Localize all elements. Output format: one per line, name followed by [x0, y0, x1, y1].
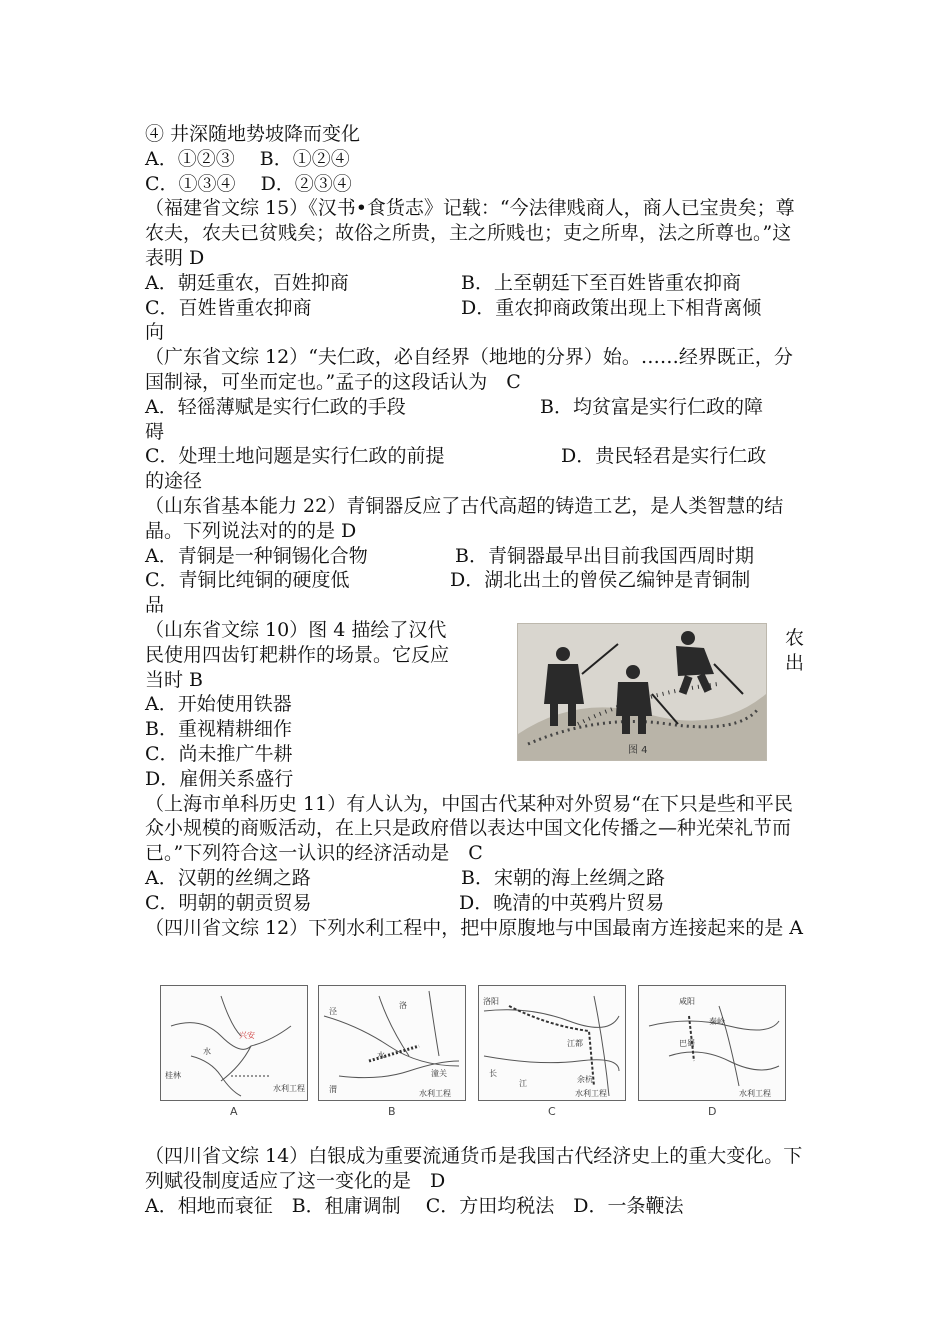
question-sichuan-12: （四川省文综 12）下列水利工程中，把中原腹地与中国最南方连接起来的是 A: [145, 916, 803, 939]
map-c-label: C: [548, 1105, 556, 1118]
map-d-rivers: [639, 986, 785, 1100]
options-row: [145, 444, 805, 469]
map-a: [160, 985, 308, 1101]
option-a: A．朝廷重农，百姓抑商: [145, 271, 349, 294]
option-c: C．青铜比纯铜的硬度低: [145, 569, 350, 592]
option-b: B．重视精耕细作: [145, 718, 292, 741]
map-label: 兴安: [239, 1031, 255, 1040]
question-shandong-wenzong: 民使用四齿钉耙耕作的场景。它反应: [145, 643, 450, 666]
map-label: 咸阳: [679, 997, 695, 1006]
option-b-continued: 碍: [145, 420, 165, 443]
map-b: [318, 985, 466, 1101]
map-label: 江: [519, 1079, 527, 1088]
map-label: 桂林: [165, 1071, 181, 1080]
map-label: 巴蜀: [679, 1039, 695, 1048]
map-label: 洛阳: [483, 997, 499, 1006]
map-label: 长: [489, 1069, 497, 1078]
option-d: D．晚清的中英鸦片贸易: [459, 891, 665, 914]
options-line: A．相地而衰征 B．租庸调制 C．方田均税法 D．一条鞭法: [145, 1194, 684, 1217]
map-a-label: A: [230, 1105, 238, 1118]
figure-4-farming-image: [517, 623, 767, 761]
wrapped-char: 出: [785, 652, 805, 674]
question-shanghai: （上海市单科历史 11）有人认为，中国古代某种对外贸易“在下只是些和平民众小规模的商贩活动，在上只是政府借以表达中国文化传播之—种光荣礼节而已。”下列符合这一认识的经济活动是 C: [145, 792, 793, 865]
maps-row: [158, 985, 798, 1125]
figure-caption: 图 4: [628, 745, 648, 756]
option-d-continued: 向: [145, 321, 165, 344]
option-d: D．湖北出土的曾侯乙编钟是青铜制: [450, 569, 751, 592]
map-legend: 水利工程: [419, 1089, 451, 1098]
option-d: D．雇佣关系盛行: [145, 767, 294, 790]
options-row: [145, 271, 805, 296]
question-fujian: （福建省文综 15）《汉书•食货志》记载：“今法律贱商人，商人已宝贵矣；尊农夫，农夫已贫贱矣；故俗之所贵，主之所贱也；吏之所卑，法之所尊也。”这表明 D: [145, 197, 795, 269]
option-d: D．重农抑商政策出现上下相背离倾: [461, 296, 762, 319]
map-label: 水: [377, 1051, 385, 1060]
document-body: [145, 122, 805, 965]
map-label: 秦岭: [709, 1017, 725, 1026]
question-sichuan-14: （四川省文综 14）白银成为重要流通货币是我国古代经济史上的重大变化。下列赋役制度适应了这一变化的是 D: [145, 1145, 803, 1192]
options-row: [145, 866, 805, 891]
options-line: A．①②③ B．①②④: [145, 147, 350, 170]
map-legend: 水利工程: [575, 1089, 607, 1098]
map-d: [638, 985, 786, 1101]
map-label: 洛: [399, 1001, 407, 1010]
option-c: C．百姓皆重农抑商: [145, 296, 312, 319]
map-d-label: D: [708, 1105, 717, 1118]
options-row: [145, 891, 805, 916]
map-b-label: B: [388, 1105, 396, 1118]
question-shandong-basic: （山东省基本能力 22）青铜器反应了古代高超的铸造工艺，是人类智慧的结晶。下列说法对的的是 D: [145, 494, 784, 542]
map-label: 泾: [329, 1007, 337, 1016]
option-a: A．青铜是一种铜锡化合物: [145, 544, 368, 567]
option-d: D．贵民轻君是实行仁政: [561, 445, 767, 468]
options-row: [145, 296, 805, 321]
options-row: [145, 568, 805, 593]
option-a: A．汉朝的丝绸之路: [145, 866, 311, 889]
option-a: A．轻徭薄赋是实行仁政的手段: [145, 395, 406, 418]
options-row: [145, 395, 805, 420]
option-b: B．均贫富是实行仁政的障: [540, 395, 763, 418]
option-d-continued: 的途径: [145, 470, 203, 493]
map-legend: 水利工程: [273, 1084, 305, 1093]
option-b: B．宋朝的海上丝绸之路: [461, 866, 665, 889]
wrapped-char: 农: [785, 627, 805, 649]
map-b-rivers: [319, 986, 465, 1100]
question-sichuan-14-block: [145, 1144, 805, 1218]
question-shandong-wenzong: 当时 B: [145, 668, 204, 691]
map-legend: 水利工程: [739, 1089, 771, 1098]
text-line: ④ 井深随地势坡降而变化: [145, 123, 361, 145]
map-label: 水: [203, 1047, 211, 1056]
question-shandong-wenzong: （山东省文综 10）图 4 描绘了汉代: [145, 618, 447, 641]
option-c: C．处理土地问题是实行仁政的前提: [145, 445, 445, 468]
option-b: B．青铜器最早出目前我国西周时期: [455, 544, 754, 567]
options-row: [145, 544, 805, 569]
options-line: C．①③④ D．②③④: [145, 172, 352, 195]
option-b: B．上至朝廷下至百姓皆重农抑商: [461, 271, 741, 294]
map-label: 渭: [329, 1085, 337, 1094]
question-guangdong: （广东省文综 12）“夫仁政，必自经界（地地的分界）始。……经界既正，分国制禄，可坐而定也。”孟子的这段话认为 C: [145, 346, 793, 393]
option-d-continued: 品: [145, 594, 165, 617]
map-c-rivers: [479, 986, 625, 1100]
farming-scene-illustration: [518, 624, 766, 760]
option-c: C．明朝的朝贡贸易: [145, 891, 312, 914]
map-label: 潼关: [431, 1069, 447, 1078]
option-c: C．尚未推广牛耕: [145, 742, 293, 765]
map-c: [478, 985, 626, 1101]
map-label: 余杭: [577, 1075, 593, 1084]
option-a: A．开始使用铁器: [145, 693, 292, 716]
map-label: 江都: [567, 1039, 583, 1048]
